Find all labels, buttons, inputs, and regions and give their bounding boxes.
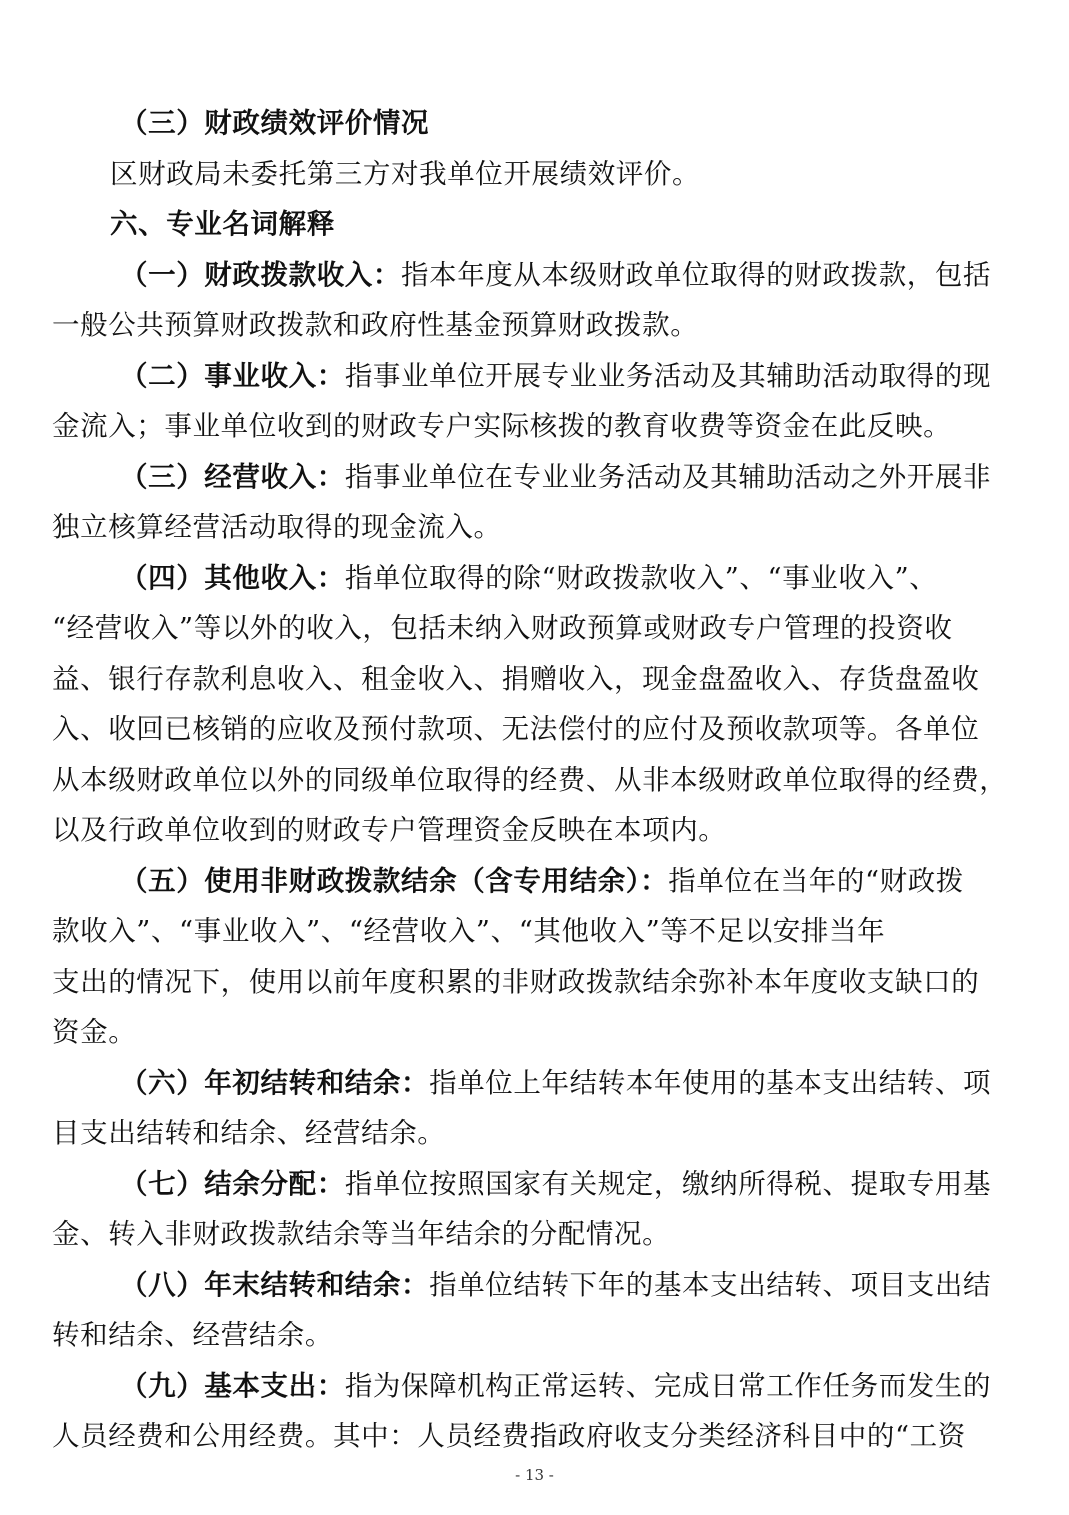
- section-body-performance-evaluation: 区财政局未委托第三方对我单位开展绩效评价。: [110, 157, 701, 190]
- term-text: 指为保障机构正常运转、完成日常工作任务而发生的: [344, 1369, 992, 1402]
- term-label: （二）事业收入：: [120, 359, 345, 392]
- term-label: （三）经营收入：: [120, 460, 345, 493]
- term-text: 指事业单位开展专业业务活动及其辅助活动取得的现: [344, 359, 992, 392]
- glossary-term-2: [52, 351, 1012, 452]
- section-heading-glossary: 六、专业名词解释: [110, 208, 335, 240]
- term-text: 转和结余、经营结余。: [52, 1319, 333, 1351]
- term-label: （五）使用非财政拨款结余（含专用结余）：: [120, 864, 669, 897]
- term-text: 指单位在当年的“财政拨: [668, 864, 964, 897]
- glossary-term-9: [52, 1361, 1012, 1462]
- term-text: 指本年度从本级财政单位取得的财政拨款，包括: [401, 258, 992, 291]
- term-text: “经营收入”等以外的收入，包括未纳入财政预算或财政专户管理的投资收: [52, 612, 953, 644]
- term-text: 入、收回已核销的应收及预付款项、无法偿付的应付及预收款项等。各单位: [52, 713, 980, 745]
- glossary-term-5: [52, 856, 1012, 1058]
- glossary-term-3: [52, 452, 1012, 553]
- term-text: 以及行政单位收到的财政专户管理资金反映在本项内。: [52, 814, 727, 846]
- document-page: [52, 98, 1012, 1462]
- term-text: 独立核算经营活动取得的现金流入。: [52, 511, 502, 543]
- glossary-term-6: [52, 1058, 1012, 1159]
- term-text: 款收入”、“事业收入”、“经营收入”、“其他收入”等不足以安排当年: [52, 915, 886, 947]
- glossary-term-1: [52, 250, 1012, 351]
- term-label: （四）其他收入：: [120, 561, 345, 594]
- term-text: 从本级财政单位以外的同级单位取得的经费、从非本级财政单位取得的经费，: [52, 763, 1008, 796]
- glossary-term-4: [52, 553, 1012, 856]
- glossary-term-8: [52, 1260, 1012, 1361]
- term-text: 一般公共预算财政拨款和政府性基金预算财政拨款。: [52, 309, 699, 341]
- page-number: - 13 -: [515, 1466, 554, 1484]
- term-label: （一）财政拨款收入：: [120, 258, 401, 291]
- glossary-term-7: [52, 1159, 1012, 1260]
- term-text: 指事业单位在专业业务活动及其辅助活动之外开展非: [344, 460, 992, 493]
- term-text: 指单位结转下年的基本支出结转、项目支出结: [429, 1268, 992, 1301]
- term-text: 目支出结转和结余、经营结余。: [52, 1117, 446, 1149]
- term-text: 益、银行存款利息收入、租金收入、捐赠收入，现金盘盈收入、存货盘盈收: [52, 662, 980, 695]
- term-text: 指单位按照国家有关规定，缴纳所得税、提取专用基: [344, 1167, 992, 1200]
- term-text: 资金。: [52, 1016, 137, 1048]
- term-label: （七）结余分配：: [120, 1167, 345, 1200]
- term-text: 人员经费和公用经费。其中：人员经费指政府收支分类经济科目中的“工资: [52, 1420, 966, 1452]
- section-heading-performance-evaluation: （三）财政绩效评价情况: [120, 107, 430, 139]
- term-label: （九）基本支出：: [120, 1369, 345, 1402]
- term-text: 金流入；事业单位收到的财政专户实际核拨的教育收费等资金在此反映。: [52, 410, 952, 442]
- term-label: （六）年初结转和结余：: [120, 1066, 430, 1099]
- term-label: （八）年末结转和结余：: [120, 1268, 430, 1301]
- term-text: 指单位取得的除“财政拨款收入”、“事业收入”、: [344, 561, 938, 594]
- term-text: 金、转入非财政拨款结余等当年结余的分配情况。: [52, 1218, 671, 1250]
- term-text: 指单位上年结转本年使用的基本支出结转、项: [429, 1066, 992, 1099]
- term-text: 支出的情况下，使用以前年度积累的非财政拨款结余弥补本年度收支缺口的: [52, 965, 980, 998]
